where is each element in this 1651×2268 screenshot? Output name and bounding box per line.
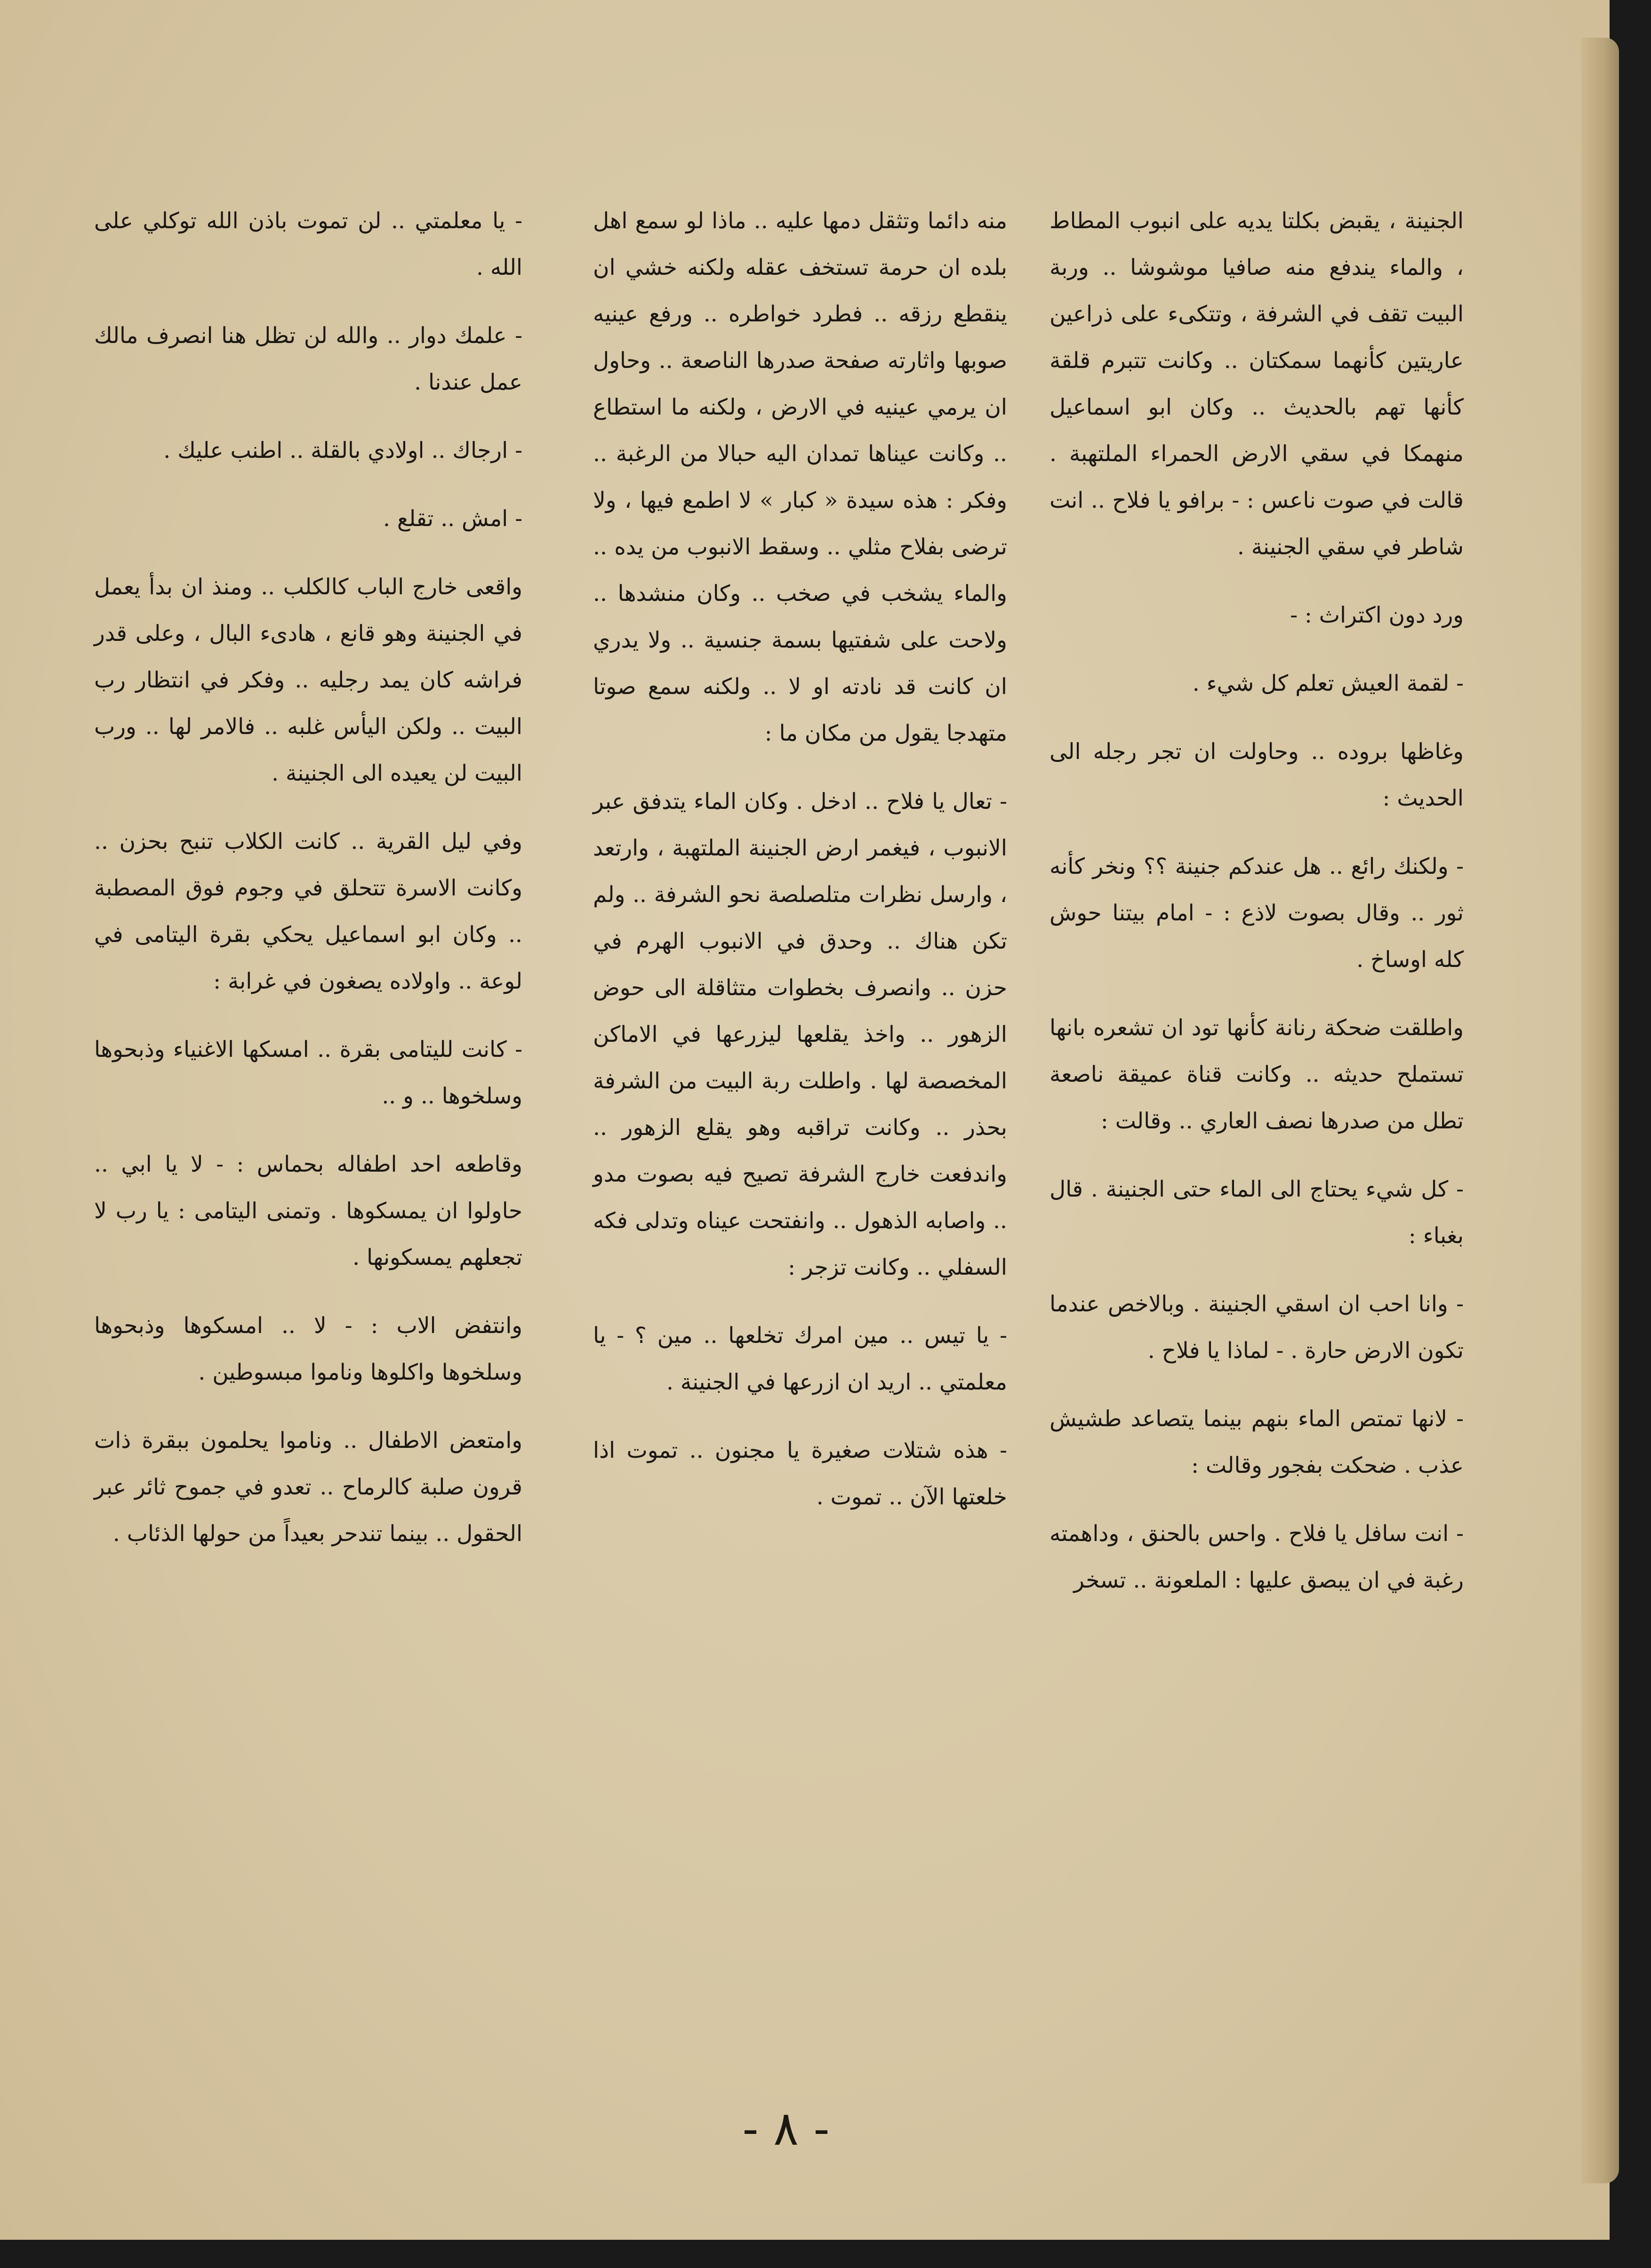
text-column-middle [593, 198, 1007, 1542]
paragraph: - ولكنك رائع .. هل عندكم جنينة ؟؟ ونخر كأنه ثور .. وقال بصوت لاذع : - امام بيتنا حوش كله اوساخ . [1050, 854, 1464, 973]
paragraph: وقاطعه احد اطفاله بحماس : - لا يا ابي .. حاولوا ان يمسكوها . وتمنى اليتامى : يا رب لا تجعلهم يمسكونها . [94, 1151, 522, 1270]
paragraph: وانتفض الاب : - لا .. امسكوها وذبحوها وسلخوها واكلوها وناموا مبسوطين . [94, 1313, 522, 1385]
paragraph: وامتعض الاطفال .. وناموا يحلمون ببقرة ذات قرون صلبة كالرماح .. تعدو في جموح ثائر عبر الحقول .. بينما تندحر بعيداً من حولها الذئاب . [94, 1428, 522, 1547]
paragraph: ورد دون اكتراث : - [1290, 602, 1464, 628]
paragraph: - كانت لليتامى بقرة .. امسكها الاغنياء وذبحوها وسلخوها .. و .. [94, 1037, 522, 1109]
paragraph: واقعى خارج الباب كالكلب .. ومنذ ان بدأ يعمل في الجنينة وهو قانع ، هادىء البال ، وعلى قدر فراشه كان يمد رجليه .. وفكر في انتظار رب البيت .. ولكن اليأس غلبه .. فالامر لها .. ورب البيت لن يعيده الى الجنينة . [94, 574, 522, 786]
paragraph: - كل شيء يحتاج الى الماء حتى الجنينة . قال بغباء : [1050, 1176, 1464, 1249]
paragraph: - يا معلمتي .. لن تموت باذن الله توكلي على الله . [94, 208, 522, 280]
paragraph: - وانا احب ان اسقي الجنينة . وبالاخص عندما تكون الارض حارة . - لماذا يا فلاح . [1050, 1291, 1464, 1364]
paragraph: - علمك دوار .. والله لن تظل هنا انصرف مالك عمل عندنا . [94, 323, 522, 395]
text-column-left [94, 198, 522, 1579]
paragraph: منه دائما وتثقل دمها عليه .. ماذا لو سمع اهل بلده ان حرمة تستخف عقله ولكنه خشي ان ينقطع رزقه .. فطرد خواطره .. ورفع عينيه صوبها واثارته صفحة صدرها الناصعة .. وحاول ان يرمي عينيه في الارض ، ولكنه ما استطاع .. وكانت عيناها تمدان اليه حبالا من الرغبة .. وفكر : هذه سيدة « كبار » لا اطمع فيها ، ولا ترضى بفلاح مثلي .. وسقط الانبوب من يده .. والماء يشخب في صخب .. وكان منشدها .. ولاحت على شفتيها بسمة جنسية .. ولا يدري ان كانت قد نادته او لا .. ولكنه سمع صوتا متهدجا يقول من مكان ما : [593, 208, 1007, 746]
paragraph: - يا تيس .. مين امرك تخلعها .. مين ؟ - يا معلمتي .. اريد ان ازرعها في الجنينة . [593, 1323, 1007, 1395]
paragraph: - ارجاك .. اولادي بالقلة .. اطنب عليك . [163, 438, 522, 463]
text-column-right [1050, 198, 1464, 1625]
paragraph: وفي ليل القرية .. كانت الكلاب تنبح بحزن .. وكانت الاسرة تتحلق في وجوم فوق المصطبة .. وكان ابو اسماعيل يحكي بقرة اليتامى في لوعة .. واولاده يصغون في غرابة : [94, 829, 522, 994]
paragraph: - انت سافل يا فلاح . واحس بالحنق ، وداهمته رغبة في ان يبصق عليها : الملعونة .. تسخر [1050, 1521, 1464, 1593]
page-edge [1581, 38, 1619, 2183]
page-number: - ٨ - [742, 2101, 830, 2156]
paragraph: - لقمة العيش تعلم كل شيء . [1192, 671, 1464, 696]
paragraph: - تعال يا فلاح .. ادخل . وكان الماء يتدفق عبر الانبوب ، فيغمر ارض الجنينة الملتهبة ، وارتعد ، وارسل نظرات متلصلصة نحو الشرفة .. ولم تكن هناك .. وحدق في الانبوب الهرم في حزن .. وانصرف بخطوات متثاقلة الى حوض الزهور .. واخذ يقلعها ليزرعها في الاماكن المخصصة لها . واطلت ربة البيت من الشرفة بحذر .. وكانت تراقبه وهو يقلع الزهور .. واندفعت خارج الشرفة تصيح فيه بصوت مدو .. واصابه الذهول .. وانفتحت عيناه وتدلى فكه السفلي .. وكانت تزجر : [593, 789, 1007, 1280]
paragraph: واطلقت ضحكة رنانة كأنها تود ان تشعره بانها تستملح حديثه .. وكانت قناة عميقة ناصعة تطل من صدرها نصف العاري .. وقالت : [1050, 1015, 1464, 1134]
paragraph: وغاظها بروده .. وحاولت ان تجر رجله الى الحديث : [1050, 739, 1464, 811]
paragraph: - هذه شتلات صغيرة يا مجنون .. تموت اذا خلعتها الآن .. تموت . [593, 1437, 1007, 1510]
paragraph: الجنينة ، يقبض بكلتا يديه على انبوب المطاط ، والماء يندفع منه صافيا موشوشا .. وربة البيت تقف في الشرفة ، وتتكىء على ذراعين عاريتين كأنهما سمكتان .. وكانت تتبرم قلقة كأنها تهم بالحديث .. وكان ابو اسماعيل منهمكا في سقي الارض الحمراء الملتهبة . قالت في صوت ناعس : - برافو يا فلاح .. انت شاطر في سقي الجنينة . [1050, 208, 1464, 560]
paragraph: - امش .. تقلع . [383, 506, 522, 532]
paragraph: - لانها تمتص الماء بنهم بينما يتصاعد طشيش عذب . ضحكت بفجور وقالت : [1050, 1406, 1464, 1478]
